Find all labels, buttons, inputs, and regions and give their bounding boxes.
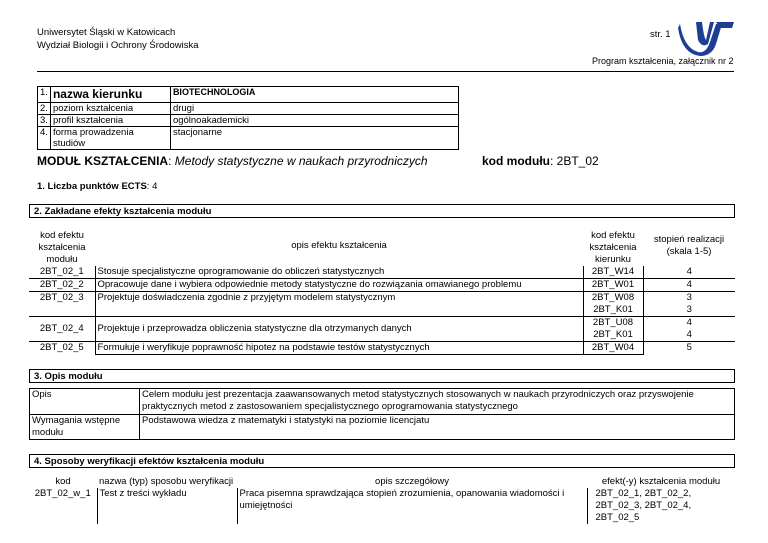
ects-value: 4 (152, 181, 158, 192)
outcome-row (29, 292, 735, 317)
ects-label: 1. Liczba punktów ECTS (37, 181, 147, 192)
info-row (38, 127, 459, 150)
outcome-desc: Projektuje i przeprowadza obliczenia statystyczne dla otrzymanych danych (95, 317, 583, 342)
requirements-text: Podstawowa wiedza z matematyki i statystyki na poziomie licencjatu (140, 415, 735, 440)
outcome-desc: Projektuje doświadczenia zgodnie z przyjętym modelem statystycznym (95, 292, 583, 317)
info-row (38, 87, 459, 103)
row-number: 2. (38, 103, 51, 115)
outcome-code: 2BT_02_4 (29, 317, 95, 342)
verification-name: Test z treści wykładu (97, 488, 237, 524)
row-number: 3. (38, 115, 51, 127)
col-header-effects: efekt(-y) kształcenia modułu (601, 476, 721, 487)
module-description-table (29, 388, 735, 440)
outcome-direction-code: 2BT_W08 2BT_K01 (583, 292, 643, 317)
module-code-label: kod modułu (482, 154, 550, 168)
page-number: str. 1 (650, 29, 671, 40)
program-info-table (37, 86, 459, 150)
opis-label: Opis (30, 389, 140, 415)
outcome-desc: Opracowuje dane i wybiera odpowiednie metody statystyczne do rozwiązania omawianego problemu (95, 279, 583, 292)
col-header-code: kod (55, 476, 71, 487)
description-row (30, 389, 735, 415)
outcome-desc: Stosuje specjalistyczne oprogramowanie do obliczeń statystycznych (95, 266, 583, 279)
field-label: nazwa kierunku (50, 87, 170, 103)
outcome-degree: 3 3 (643, 292, 735, 317)
field-value: drugi (170, 103, 458, 115)
header-left (37, 26, 198, 52)
verification-effects: 2BT_02_1, 2BT_02_2, 2BT_02_3, 2BT_02_4, 2BT_02_5 (595, 488, 692, 523)
module-code-line: kod modułu: 2BT_02 (482, 154, 599, 168)
verification-code: 2BT_02_w_1 (34, 488, 91, 499)
outcome-code: 2BT_02_5 (29, 342, 95, 355)
outcome-row (29, 342, 735, 355)
col-header-desc: opis efektu kształcenia (291, 240, 387, 251)
outcome-row (29, 317, 735, 342)
outcome-direction-code: 2BT_U08 2BT_K01 (583, 317, 643, 342)
verification-row (29, 488, 735, 524)
row-number: 4. (38, 127, 51, 150)
outcome-direction-code: 2BT_W01 (583, 279, 643, 292)
field-label: profil kształcenia (50, 115, 170, 127)
field-value: BIOTECHNOLOGIA (170, 87, 458, 103)
annex-note: Program kształcenia, załącznik nr 2 (592, 56, 734, 66)
field-value: ogólnoakademicki (170, 115, 458, 127)
outcome-degree: 4 (643, 279, 735, 292)
outcome-degree: 5 (643, 342, 735, 355)
col-header-name: nazwa (typ) sposobu weryfikacji (99, 476, 234, 487)
col-header-direction-code: kod efektu kształcenia kierunku (589, 230, 637, 265)
outcome-row (29, 266, 735, 279)
university-name: Uniwersytet Śląski w Katowicach (37, 27, 176, 38)
outcome-row (29, 279, 735, 292)
requirements-label: Wymagania wstępne modułu (30, 415, 140, 440)
info-row (38, 115, 459, 127)
outcome-degree: 4 (686, 266, 692, 277)
requirements-row (30, 415, 735, 440)
col-header-degree: stopień realizacji (skala 1-5) (653, 234, 725, 257)
outcome-code: 2BT_02_2 (29, 279, 95, 292)
module-heading: MODUŁ KSZTAŁCENIA (37, 154, 169, 168)
opis-text: Celem modułu jest prezentacja zaawansowanych metod statystycznych stosowanych w naukach przyrodniczych oraz przyswojenie praktycznych metod z zastosowaniem specjalistycznego oprogramowania statystycznego (140, 389, 735, 415)
outcome-degree: 4 4 (643, 317, 735, 342)
col-header-code: kod efektu kształcenia modułu (38, 230, 86, 265)
section4-title: 4. Sposoby weryfikacji efektów kształcenia modułu (29, 454, 735, 468)
section2-title: 2. Zakładane efekty kształcenia modułu (29, 204, 735, 218)
verification-table (29, 476, 735, 524)
faculty-name: Wydział Biologii i Ochrony Środowiska (37, 40, 199, 51)
outcomes-header-row (29, 226, 735, 266)
field-label: poziom kształcenia (50, 103, 170, 115)
section3-title: 3. Opis modułu (29, 369, 735, 383)
ects-line: 1. Liczba punktów ECTS: 4 (37, 181, 158, 192)
field-value: stacjonarne (170, 127, 458, 150)
module-title: Metody statystyczne w naukach przyrodniczych (174, 154, 428, 168)
info-row (38, 103, 459, 115)
university-logo (676, 18, 734, 58)
header-divider (37, 71, 734, 72)
module-code: 2BT_02 (556, 154, 599, 168)
outcome-direction-code: 2BT_W14 (583, 266, 643, 279)
outcome-desc: Formułuje i weryfikuje poprawność hipotez na podstawie testów statystycznych (95, 342, 583, 355)
verification-header-row (29, 476, 735, 488)
outcome-direction-code: 2BT_W04 (583, 342, 643, 355)
row-number: 1. (38, 87, 51, 103)
col-header-detail: opis szczegółowy (375, 476, 449, 487)
outcome-code: 2BT_02_3 (29, 292, 95, 317)
learning-outcomes-table (29, 226, 735, 355)
field-label: forma prowadzenia studiów (50, 127, 170, 150)
verification-detail: Praca pisemna sprawdzająca stopień zrozumienia, opanowania wiadomości i umiejętności (237, 488, 587, 524)
module-title-line: MODUŁ KSZTAŁCENIA: Metody statystyczne w naukach przyrodniczych (37, 154, 428, 168)
outcome-code: 2BT_02_1 (39, 266, 84, 277)
